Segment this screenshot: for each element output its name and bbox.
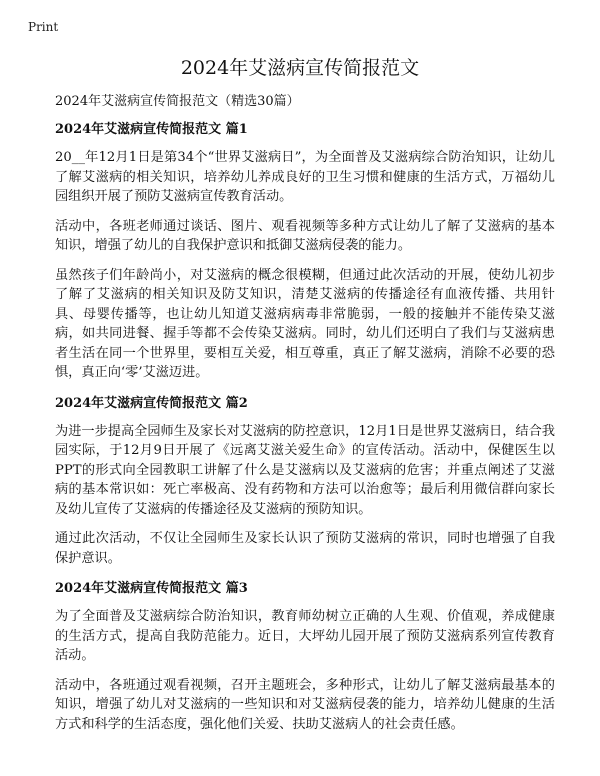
paragraph: 为进一步提高全园师生及家长对艾滋病的防控意识，12月1日是世界艾滋病日，结合我园实际，于12月9日开展了《远离艾滋关爱生命》的宣传活动。活动中，保健医生以PPT的形式向全园教职工讲解了什么是艾滋病以及艾滋病的危害；并重点阐述了艾滋病的基本常识如：死亡率极高、没有药物和方法可以治愈等；最后利用微信群向家长及幼儿宣传了艾滋病的传播途径及艾滋病的预防知识。: [55, 423, 555, 517]
section-3: [55, 580, 555, 734]
document-subtitle: 2024年艾滋病宣传简报范文（精选30篇）: [55, 94, 300, 109]
paragraph: 虽然孩子们年龄尚小，对艾滋病的概念很模糊，但通过此次活动的开展，使幼儿初步了解了艾滋病的相关知识及防艾知识，清楚艾滋病的传播途径有血液传播、共用针具、母婴传播等，也让幼儿知道艾滋病病毒非常脆弱，一般的接触并不能传染艾滋病，如共同进餐、握手等都不会传染艾滋病。同时，幼儿们还明白了我们与艾滋病患者生活在同一个世界里，要相互关爱，相互尊重，真正了解艾滋病，消除不必要的恐惧，真正向‘零’艾滋迈进。: [55, 267, 555, 380]
paragraph: 活动中，各班老师通过谈话、图片、观看视频等多种方式让幼儿了解了艾滋病的基本知识，增强了幼儿的自我保护意识和抵御艾滋病侵袭的能力。: [55, 218, 555, 253]
print-link[interactable]: Print: [28, 20, 59, 34]
section-2: [55, 395, 555, 569]
section-heading: 2024年艾滋病宣传简报范文 篇3: [55, 581, 248, 596]
document-title: 2024年艾滋病宣传简报范文: [180, 57, 420, 79]
paragraph: 活动中，各班通过观看视频，召开主题班会，多种形式，让幼儿了解艾滋病最基本的知识，增强了幼儿对艾滋病的一些知识和对艾滋病侵袭的能力，培养幼儿健康的生活方式和科学的生活态度，强化他们关爱、扶助艾滋病人的社会责任感。: [55, 677, 555, 732]
section-heading: 2024年艾滋病宣传简报范文 篇2: [55, 395, 248, 411]
paragraph: 为了全面普及艾滋病综合防治知识，教育师幼树立正确的人生观、价值观，养成健康的生活方式，提高自我防范能力。近日，大坪幼儿园开展了预防艾滋病系列宣传教育活动。: [55, 609, 555, 663]
document-body: [55, 93, 555, 744]
paragraph: 20__年12月1日是第34个“世界艾滋病日”，为全面普及艾滋病综合防治知识，让幼儿了解艾滋病的相关知识，培养幼儿养成良好的卫生习惯和健康的生活方式，万福幼儿园组织开展了预防艾滋病宣传教育活动。: [55, 150, 555, 204]
section-1: [55, 121, 555, 383]
section-heading: 2024年艾滋病宣传简报范文 篇1: [55, 122, 248, 137]
paragraph: 通过此次活动，不仅让全园师生及家长认识了预防艾滋病的常识，同时也增强了自我保护意识。: [55, 531, 555, 566]
